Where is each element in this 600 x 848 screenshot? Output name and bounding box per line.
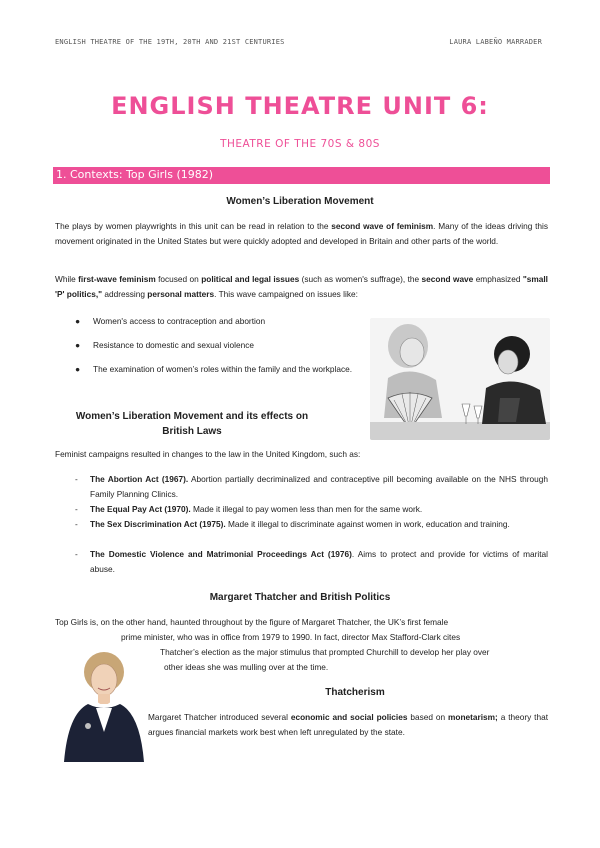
section-bar-label: 1. Contexts: Top Girls (1982) [56, 168, 214, 181]
laws-intro: Feminist campaigns resulted in changes to the law in the United Kingdom, such as: [55, 449, 361, 459]
thatcherism-paragraph: Margaret Thatcher introduced several economic and social policies based on monetarism; a theory that argues financial markets work best when left unregulated by the state. [148, 712, 548, 737]
thatcher-portrait [58, 642, 148, 762]
wlm-heading: Women’s Liberation Movement [226, 196, 374, 207]
laws-heading-line2: British Laws [162, 426, 222, 437]
bullet-icon: ● [75, 316, 81, 326]
bullet-icon: ● [75, 364, 81, 374]
section-bar [53, 167, 550, 184]
thatcherism-heading: Thatcherism [325, 687, 385, 698]
running-header-left: ENGLISH THEATRE OF THE 19TH, 20TH AND 21ST CENTURIES [55, 38, 285, 46]
page-title: ENGLISH THEATRE UNIT 6: [111, 92, 489, 120]
thatcher-line: Top Girls is, on the other hand, haunted throughout by the figure of Margaret Thatcher, the UK’s first female [55, 617, 449, 627]
laws-heading-line1: Women’s Liberation Movement and its effects on [75, 411, 309, 422]
thatcher-line: prime minister, who was in office from 1979 to 1990. In fact, director Max Stafford-Clark cites [121, 632, 461, 642]
intro-paragraph: The plays by women playwrights in this unit can be read in relation to the second wave of feminism. Many of the ideas driving this movement originated in the United States but were quickly adopted and developed in Britain and other parts of the world. [55, 221, 548, 246]
thatcher-line: Thatcher’s election as the major stimulus that prompted Churchill to develop her play over [160, 647, 490, 657]
running-header-right: LAURA LABEÑO MARRADER [449, 38, 542, 46]
thatcher-line: other ideas she was mulling over at the time. [164, 662, 329, 672]
bullet-icon: ● [75, 340, 81, 350]
page-subtitle: THEATRE OF THE 70S & 80S [220, 138, 380, 150]
top-girls-photo [370, 318, 550, 440]
waves-paragraph: While first-wave feminism focused on political and legal issues (such as women's suffrage), the second wave emphasized "small 'P' politics," addressing personal matters. This wave campaigned on issues like: [55, 274, 548, 299]
thatcher-heading: Margaret Thatcher and British Politics [209, 592, 391, 603]
